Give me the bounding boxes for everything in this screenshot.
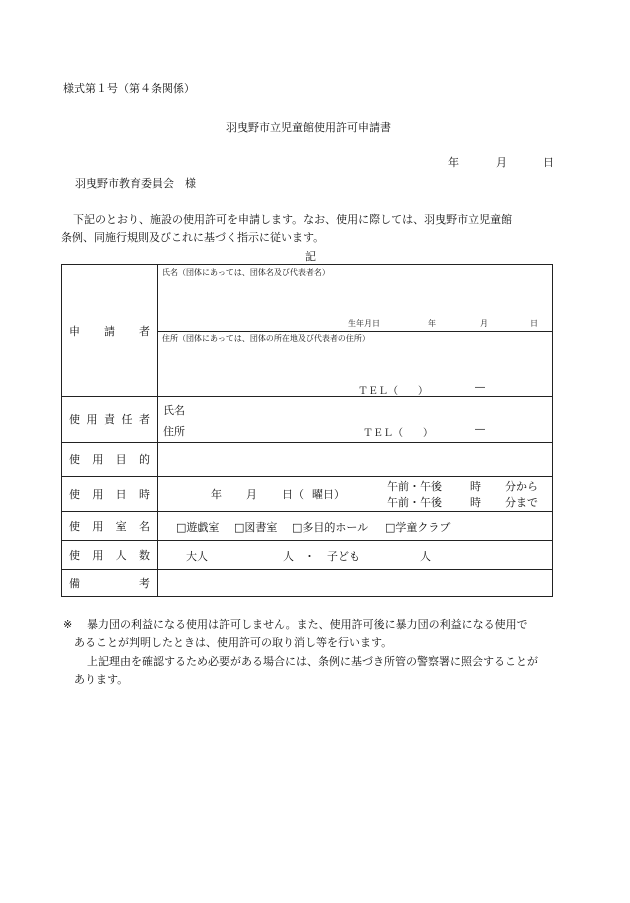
room-option-playroom[interactable]: □遊戯室 bbox=[176, 521, 220, 534]
start-ampm: 午前・午後 bbox=[387, 480, 442, 493]
use-day: 日（ bbox=[282, 488, 304, 501]
rooms-label: 使用室名 bbox=[69, 519, 150, 533]
date-month: 月 bbox=[496, 156, 507, 169]
date-year: 年 bbox=[448, 156, 459, 169]
manager-name: 氏名 bbox=[163, 404, 185, 417]
birth-year: 年 bbox=[428, 319, 436, 328]
start-from: 分から bbox=[505, 480, 538, 493]
date-day: 日 bbox=[543, 156, 554, 169]
manager-tel: ＴＥＬ（ ） bbox=[363, 428, 433, 439]
intro-line-2: 条例、同施行規則及びこれに基づく指示に従います。 bbox=[61, 231, 325, 244]
end-ampm: 午前・午後 bbox=[387, 496, 442, 509]
start-hour: 時 bbox=[470, 480, 481, 493]
remarks-label: 備考 bbox=[69, 576, 150, 590]
room-option-library[interactable]: □図書室 bbox=[234, 521, 278, 534]
birth-month: 月 bbox=[480, 319, 488, 328]
form-number: 様式第１号（第４条関係） bbox=[63, 82, 195, 95]
addressee: 羽曳野市教育委員会 様 bbox=[75, 177, 196, 190]
manager-tel-dash: ― bbox=[475, 424, 485, 435]
note-line-1: 暴力団の利益になる使用は許可しません。また、使用許可後に暴力団の利益になる使用で bbox=[87, 618, 528, 631]
child-unit: 人 bbox=[420, 550, 431, 563]
application-table bbox=[61, 264, 553, 597]
column-divider bbox=[157, 265, 158, 596]
use-month: 月 bbox=[246, 488, 257, 501]
people-label: 使用人数 bbox=[69, 548, 150, 562]
birth-label: 生年月日 bbox=[348, 319, 380, 328]
applicant-name-caption: 氏名（団体にあっては、団体名及び代表者名） bbox=[162, 268, 330, 277]
note-line-2: あることが判明したときは、使用許可の取り消し等を行います。 bbox=[74, 636, 393, 649]
applicant-tel: ＴＥＬ（ ） bbox=[358, 386, 428, 397]
manager-address: 住所 bbox=[163, 425, 185, 438]
applicant-label: 申請者 bbox=[69, 324, 150, 338]
applicant-address-caption: 住所（団体にあっては、団体の所在地及び代表者の住所） bbox=[162, 334, 370, 343]
adult-unit: 人 bbox=[283, 550, 294, 563]
ki-mark: 記 bbox=[305, 250, 316, 263]
purpose-label: 使用目的 bbox=[69, 453, 150, 466]
note-line-4: あります。 bbox=[74, 673, 129, 686]
end-hour: 時 bbox=[470, 496, 481, 509]
applicant-tel-dash: ― bbox=[475, 382, 485, 393]
room-option-hall[interactable]: □多目的ホール bbox=[292, 521, 369, 534]
note-mark: ※ bbox=[63, 618, 73, 631]
adult-label: 大人 bbox=[186, 550, 208, 563]
people-separator: ・ bbox=[304, 550, 315, 563]
page-title: 羽曳野市立児童館使用許可申請書 bbox=[226, 121, 391, 134]
manager-label: 使用責任者 bbox=[69, 413, 150, 426]
row-divider bbox=[157, 331, 552, 332]
use-weekday: 曜日） bbox=[312, 488, 345, 501]
room-option-afterschool[interactable]: □学童クラブ bbox=[385, 521, 451, 534]
end-to: 分まで bbox=[505, 496, 538, 509]
child-label: 子ども bbox=[327, 550, 360, 563]
intro-line-1: 下記のとおり、施設の使用許可を申請します。なお、使用に際しては、羽曳野市立児童館 bbox=[73, 213, 513, 226]
note-line-3: 上記理由を確認するため必要がある場合には、条例に基づき所管の警察署に照会することが bbox=[87, 655, 538, 668]
birth-day: 日 bbox=[530, 319, 538, 328]
datetime-label: 使用日時 bbox=[69, 487, 150, 501]
use-year: 年 bbox=[211, 488, 222, 501]
